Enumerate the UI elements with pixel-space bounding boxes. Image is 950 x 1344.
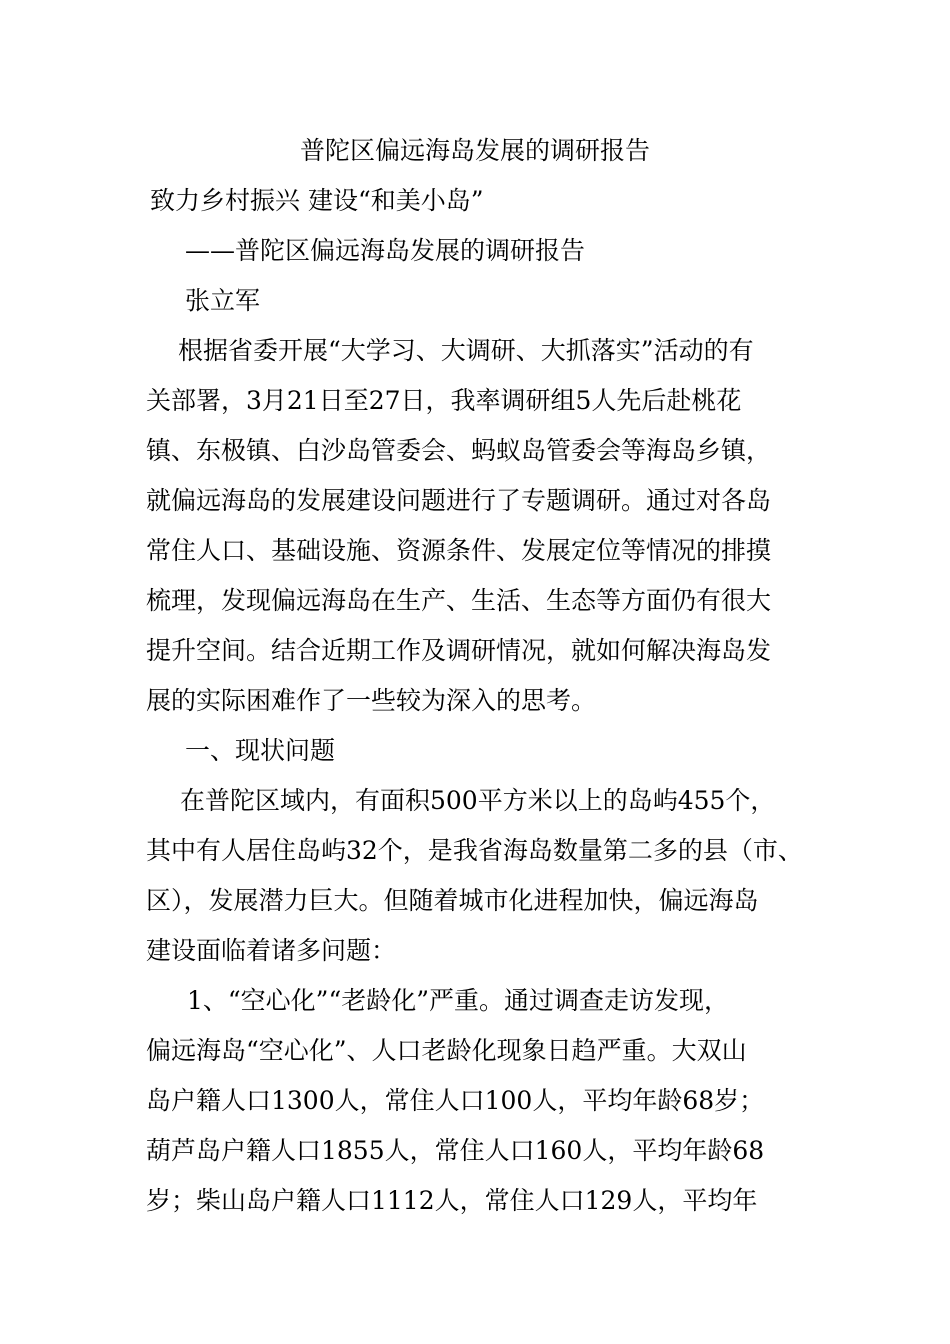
body-line: 建设面临着诸多问题：: [146, 936, 397, 965]
body-line: 根据省委开展“大学习、大调研、大抓落实”活动的有: [178, 336, 754, 365]
body-line: 葫芦岛户籍人口1855人，常住人口160人，平均年龄68: [146, 1136, 765, 1165]
body-line: 岁；柴山岛户籍人口1112人，常住人口129人，平均年: [146, 1186, 758, 1215]
subsection-heading: 1、“空心化”“老龄化”严重。通过调查走访发现，: [187, 986, 730, 1015]
body-line: 岛户籍人口1300人，常住人口100人，平均年龄68岁；: [146, 1086, 765, 1115]
body-line: 展的实际困难作了一些较为深入的思考。: [146, 686, 597, 715]
section-heading: 一、现状问题: [185, 736, 336, 765]
body-line: 常住人口、基础设施、资源条件、发展定位等情况的排摸: [146, 536, 772, 565]
body-line: 其中有人居住岛屿32个，是我省海岛数量第二多的县（市、: [146, 836, 803, 865]
body-line: 就偏远海岛的发展建设问题进行了专题调研。通过对各岛: [146, 486, 772, 515]
body-line: 提升空间。结合近期工作及调研情况，就如何解决海岛发: [146, 636, 772, 665]
body-line: 在普陀区域内，有面积500平方米以上的岛屿455个，: [180, 786, 776, 815]
document-headline: 致力乡村振兴 建设“和美小岛”: [150, 186, 484, 215]
body-line: 关部署，3月21日至27日，我率调研组5人先后赴桃花: [146, 386, 742, 415]
body-line: 镇、东极镇、白沙岛管委会、蚂蚁岛管委会等海岛乡镇，: [146, 436, 772, 465]
body-line: 梳理，发现偏远海岛在生产、生活、生态等方面仍有很大: [146, 586, 772, 615]
body-line: 区），发展潜力巨大。但随着城市化进程加快，偏远海岛: [146, 886, 759, 915]
document-title: 普陀区偏远海岛发展的调研报告: [299, 136, 650, 165]
document-author: 张立军: [185, 286, 261, 315]
body-line: 偏远海岛“空心化”、人口老龄化现象日趋严重。大双山: [146, 1036, 747, 1065]
document-subtitle: ——普陀区偏远海岛发展的调研报告: [185, 236, 586, 265]
